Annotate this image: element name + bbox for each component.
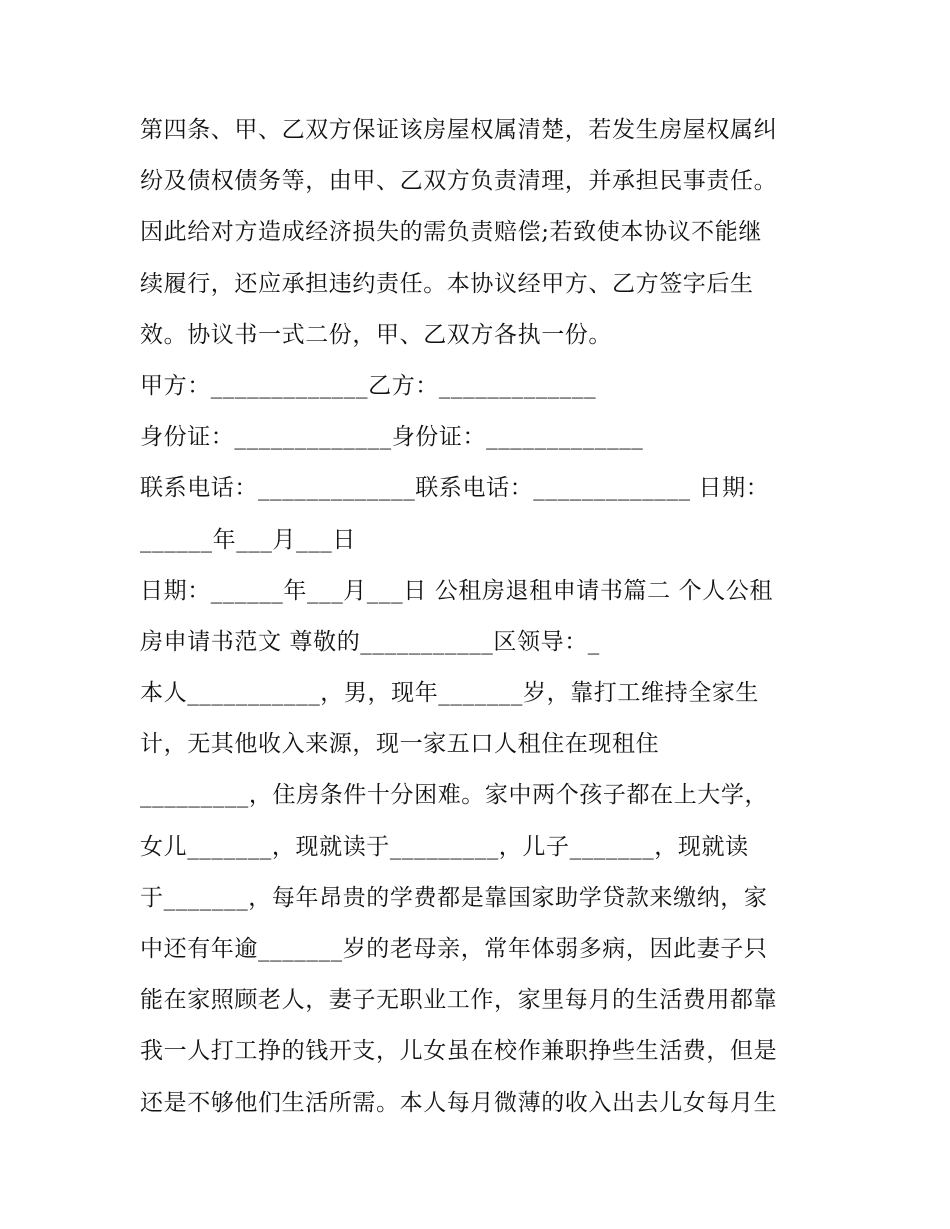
signature-party-line: 甲方：_____________乙方：_____________ <box>140 372 597 399</box>
text-line: 我一人打工挣的钱开支，儿女虽在校作兼职挣些生活费，但是 <box>140 1038 778 1065</box>
text-line: 还是不够他们生活所需。本人每月微薄的收入出去儿女每月生 <box>140 1089 778 1116</box>
text-line: 因此给对方造成经济损失的需负责赔偿;若致使本协议不能继 <box>140 219 762 246</box>
text-line: 纷及债权债务等，由甲、乙双方负责清理，并承担民事责任。 <box>140 168 778 195</box>
text-line: 中还有年逾_______岁的老母亲，常年体弱多病，因此妻子只 <box>140 936 768 962</box>
text-line: 房申请书范文 尊敬的___________区领导：_ <box>140 628 600 655</box>
text-line: 日期：______年___月___日 公租房退租申请书篇二 个人公租 <box>140 577 774 604</box>
signature-id-line: 身份证：_____________身份证：_____________ <box>140 424 644 451</box>
text-line: 续履行，还应承担违约责任。本协议经甲方、乙方签字后生 <box>140 270 754 297</box>
document-body <box>140 105 820 1129</box>
text-line: 效。协议书一式二份，甲、乙双方各执一份。 <box>140 321 612 348</box>
text-line: 第四条、甲、乙双方保证该房屋权属清楚，若发生房屋权属纠 <box>140 117 778 143</box>
text-line: 女儿_______，现就读于_________，儿子_______，现就读 <box>140 833 749 860</box>
text-line: 能在家照顾老人，妻子无职业工作，家里每月的生活费用都靠 <box>140 987 778 1014</box>
signature-phone-line: 联系电话：_____________联系电话：_____________ 日期： <box>140 475 770 502</box>
text-line: 本人___________，男，现年_______岁，靠打工维持全家生 <box>140 680 759 707</box>
text-line: 计，无其他收入来源，现一家五口人租住在现租住 <box>140 731 660 758</box>
text-line: _________，住房条件十分困难。家中两个孩子都在上大学， <box>140 782 769 809</box>
signature-date-line: ______年___月___日 <box>140 526 356 553</box>
text-line: 于_______，每年昂贵的学费都是靠国家助学贷款来缴纳，家 <box>140 884 768 911</box>
